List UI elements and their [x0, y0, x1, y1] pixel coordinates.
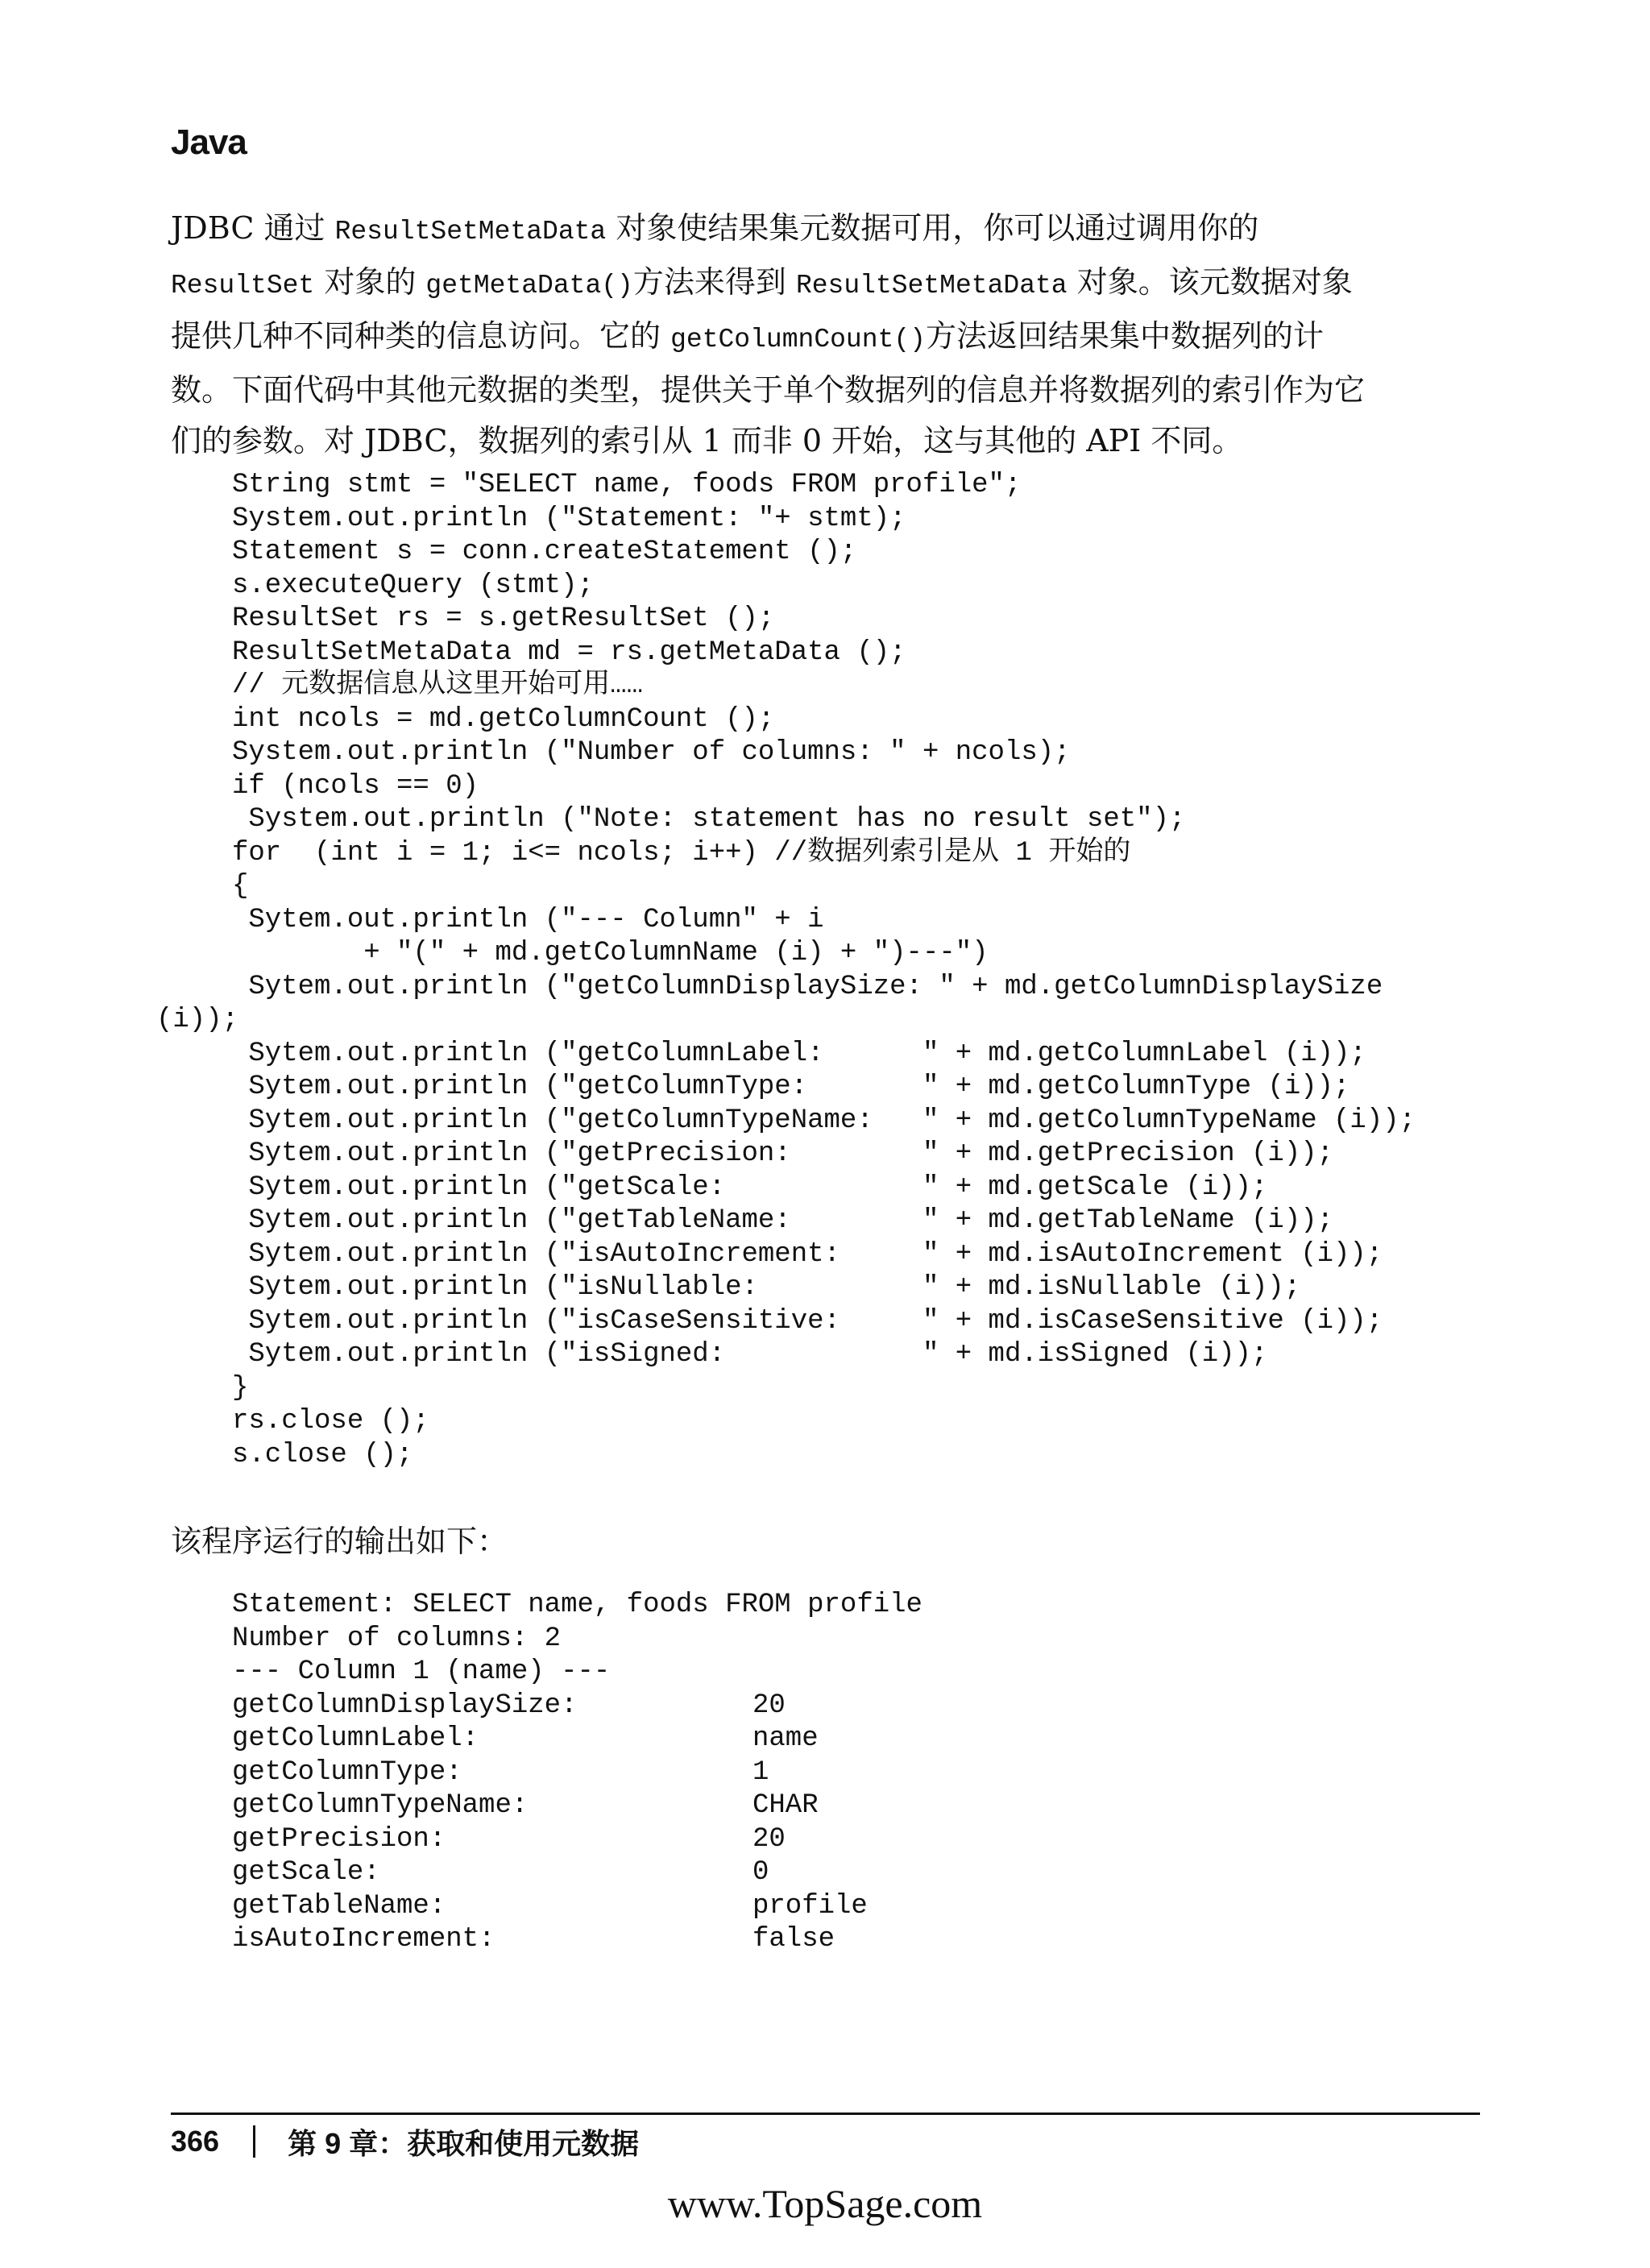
- output-row: [232, 1856, 922, 1890]
- inline-code: ResultSet: [171, 271, 315, 301]
- inline-code: getColumnCount(): [670, 325, 926, 355]
- paragraph-text: 方法来得到: [632, 264, 796, 300]
- output-label: getScale:: [232, 1857, 380, 1888]
- code-line: Sytem.out.println ("isCaseSensitive: " + md.isCaseSensitive (i));: [232, 1305, 1383, 1337]
- code-line: s.close ();: [232, 1439, 413, 1470]
- paragraph-text: JDBC 通过: [171, 210, 335, 246]
- output-row: [232, 1823, 922, 1857]
- output-value: 0: [752, 1857, 769, 1888]
- code-line: Sytem.out.println ("getColumnLabel: " + md.getColumnLabel (i));: [232, 1038, 1366, 1069]
- output-value: CHAR: [752, 1790, 819, 1821]
- code-line: System.out.println ("Number of columns: " + ncols);: [232, 737, 1071, 768]
- code-line: Sytem.out.println ("getColumnTypeName: " + md.getColumnTypeName (i));: [232, 1105, 1416, 1136]
- section-heading: Java: [171, 122, 247, 162]
- code-line: {: [232, 871, 249, 902]
- output-value: profile: [752, 1890, 868, 1922]
- code-listing: [157, 469, 1416, 1472]
- code-line: ResultSet rs = s.getResultSet ();: [232, 603, 775, 634]
- footer-divider: [171, 2113, 1480, 2115]
- code-line: if (ncols == 0): [232, 770, 479, 802]
- output-value: false: [752, 1924, 835, 1955]
- output-row: [232, 1923, 922, 1957]
- code-line: ResultSetMetaData md = rs.getMetaData ();: [232, 636, 906, 668]
- code-line: System.out.println ("Note: statement has no result set");: [232, 804, 1186, 835]
- output-line: --- Column 1 (name) ---: [232, 1656, 611, 1687]
- footer-separator: [253, 2125, 255, 2158]
- code-line: System.out.println ("Statement: "+ stmt);: [232, 503, 906, 534]
- paragraph-text: 对象。该元数据对象: [1067, 264, 1353, 300]
- paragraph-line: [171, 203, 1460, 257]
- paragraph-line: [171, 311, 1460, 365]
- paragraph-text: 们的参数。对 JDBC，数据列的索引从 1 而非 0 开始，这与其他的 API 不同。: [171, 423, 1243, 458]
- output-label: getColumnType:: [232, 1756, 462, 1788]
- output-value: name: [752, 1723, 819, 1754]
- paragraph-text: 方法返回结果集中数据列的计: [925, 318, 1324, 354]
- code-line: Sytem.out.println ("getColumnDisplaySize: " + md.getColumnDisplaySize: [232, 971, 1383, 1002]
- intro-paragraph: [171, 203, 1460, 466]
- output-line: Number of columns: 2: [232, 1623, 562, 1654]
- output-row: [232, 1723, 922, 1756]
- output-label: getColumnLabel:: [232, 1723, 479, 1754]
- code-line: Sytem.out.println ("isSigned: " + md.isSigned (i));: [232, 1339, 1268, 1370]
- code-line: for (int i = 1; i<= ncols; i++) //数据列索引是从 1 开始的: [232, 837, 1131, 869]
- paragraph-line: [171, 257, 1460, 311]
- code-line: Sytem.out.println ("getTableName: " + md.getTableName (i));: [232, 1205, 1334, 1236]
- code-line: Sytem.out.println ("getPrecision: " + md.getPrecision (i));: [232, 1138, 1334, 1169]
- paragraph-text: 对象使结果集元数据可用，你可以通过调用你的: [606, 210, 1259, 246]
- code-line: rs.close ();: [232, 1406, 429, 1437]
- page-number: 366: [171, 2125, 220, 2158]
- code-line: Sytem.out.println ("getColumnType: " + md.getColumnType (i));: [232, 1072, 1350, 1102]
- code-line: + "(" + md.getColumnName (i) + ")---"): [232, 938, 989, 968]
- code-line: Sytem.out.println ("isNullable: " + md.isNullable (i));: [232, 1272, 1301, 1303]
- code-line: int ncols = md.getColumnCount ();: [232, 703, 775, 735]
- output-value: 20: [752, 1690, 786, 1721]
- output-intro: 该程序运行的输出如下：: [171, 1524, 508, 1559]
- output-row: [232, 1756, 922, 1790]
- inline-code: ResultSetMetaData: [795, 271, 1068, 301]
- paragraph-line: [171, 365, 1460, 416]
- output-row: [232, 1789, 922, 1823]
- code-line: Sytem.out.println ("--- Column" + i: [232, 904, 824, 935]
- output-row: [232, 1890, 922, 1924]
- paragraph-text: 对象的: [314, 264, 426, 300]
- output-value: 20: [752, 1823, 786, 1855]
- paragraph-text: 提供几种不同种类的信息访问。它的: [171, 318, 671, 354]
- code-line: (i));: [156, 1005, 239, 1035]
- output-label: isAutoIncrement:: [232, 1924, 495, 1955]
- output-label: getColumnDisplaySize:: [232, 1690, 578, 1721]
- output-label: getTableName:: [232, 1890, 446, 1922]
- code-line: String stmt = "SELECT name, foods FROM profile";: [232, 470, 1022, 500]
- page-footer: [171, 2119, 639, 2164]
- watermark-url: www.TopSage.com: [667, 2181, 983, 2226]
- output-line: Statement: SELECT name, foods FROM profile: [232, 1590, 922, 1620]
- program-output: [232, 1589, 922, 1957]
- code-line: Statement s = conn.createStatement ();: [232, 537, 857, 567]
- code-line: }: [232, 1372, 249, 1404]
- code-line: Sytem.out.println ("getScale: " + md.getScale (i));: [232, 1171, 1268, 1203]
- inline-code: getMetaData(): [425, 271, 633, 301]
- output-label: getPrecision:: [232, 1823, 446, 1855]
- output-row: [232, 1690, 922, 1723]
- paragraph-line: [171, 416, 1460, 466]
- paragraph-text: 数。下面代码中其他元数据的类型，提供关于单个数据列的信息并将数据列的索引作为它: [171, 372, 1366, 408]
- inline-code: ResultSetMetaData: [334, 217, 607, 247]
- code-line: Sytem.out.println ("isAutoIncrement: " + md.isAutoIncrement (i));: [232, 1238, 1383, 1270]
- chapter-title: 第 9 章：获取和使用元数据: [288, 2126, 640, 2160]
- output-label: getColumnTypeName:: [232, 1790, 529, 1821]
- code-line: // 元数据信息从这里开始可用……: [232, 670, 644, 701]
- output-value: 1: [752, 1756, 769, 1788]
- code-line: s.executeQuery (stmt);: [232, 570, 594, 601]
